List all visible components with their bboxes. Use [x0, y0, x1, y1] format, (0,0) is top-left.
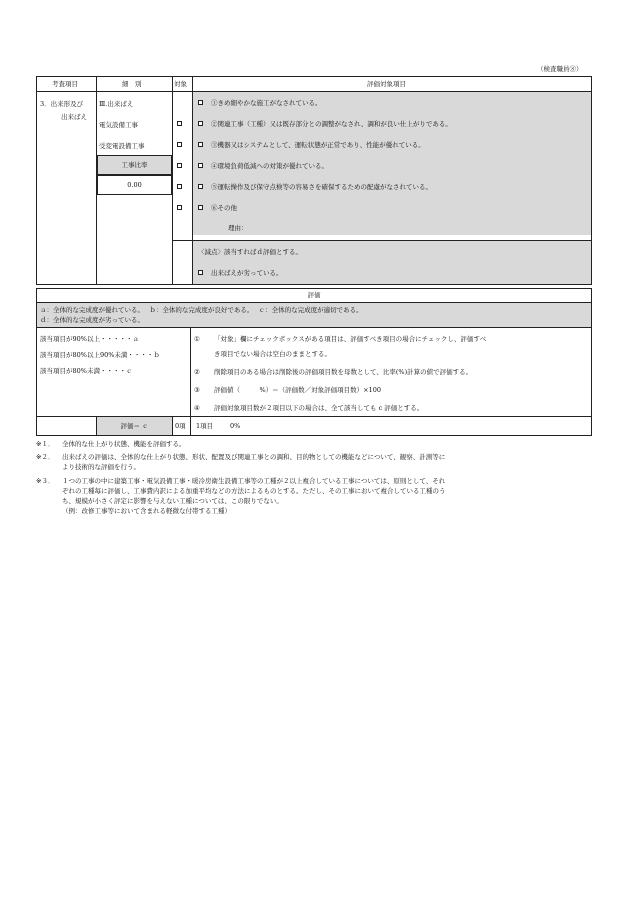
ratio-value: 0.00 — [127, 181, 142, 189]
result-count: 0項 — [175, 422, 186, 430]
footnote-1-line1: 全体的な仕上がり状態、機能を評価する。 — [62, 440, 186, 448]
footnote-3-line4: （例：改修工事等において含まれる軽微な付帯する工種） — [62, 507, 231, 515]
result-items: 1項目 — [196, 422, 214, 430]
target-checkbox-2[interactable] — [177, 121, 182, 126]
criteria-line1: ａ：全体的な完成度が優れている。 ｂ：全体的な完成度が良好である。 ｃ：全体的な完成度が適切である。 — [40, 306, 363, 314]
header-target: 対象 — [174, 80, 187, 88]
target-checkbox-3[interactable] — [177, 142, 182, 147]
item-checkbox-4[interactable] — [198, 163, 203, 168]
footnote-3-mark: ※３． — [36, 477, 55, 485]
category-line1: 3．出来形及び — [40, 100, 84, 108]
note-3-line1: 評価値（ %）＝（評価数／対象評価項目数）×100 — [214, 386, 382, 394]
footnote-3-line1: １つの工事の中に建築工事・電気設備工事・暖冷房衛生設備工事等の工種が２以上複合している工事については、原則として、それ — [62, 477, 446, 485]
threshold-a: 該当項目が90%以上・・・・・ａ — [40, 335, 139, 343]
header-eval-items: 評価対象項目 — [367, 80, 406, 88]
item-5: ⑤運転操作及び保守点検等の容易さを確保するための配慮がなされている。 — [211, 183, 432, 191]
threshold-b: 該当項目が80%以上90%未満・・・・ｂ — [40, 351, 160, 359]
subcat-2: 電気設備工事 — [99, 121, 138, 129]
deduct-item: 出来ばえが劣っている。 — [211, 269, 283, 277]
subcat-3: 受変電設備工事 — [99, 142, 145, 150]
note-4-num: ④ — [194, 404, 200, 412]
eval-title: 評価 — [307, 291, 321, 299]
target-checkbox-5[interactable] — [177, 184, 182, 189]
item-4: ④環境負荷低減への対策が優れている。 — [211, 162, 328, 170]
ratio-label: 工事比率 — [121, 161, 148, 169]
note-1-line1: 「対象」欄にチェックボックスがある項目は、評価すべき項目の場合にチェックし、評価すべ — [214, 335, 487, 343]
note-2-num: ② — [194, 368, 200, 376]
item-checkbox-3[interactable] — [198, 142, 203, 147]
header-item: 考査項目 — [52, 80, 78, 88]
subcat-1: Ⅲ.出来ばえ — [99, 100, 134, 108]
header-detail: 細 別 — [122, 80, 142, 88]
note-1-line2: き項目でない場合は空白のままとする。 — [214, 350, 331, 358]
item-6: ⑥その他 — [211, 204, 237, 212]
criteria-line2: ｄ：全体的な完成度が劣っている。 — [40, 316, 144, 324]
footnote-1-mark: ※１． — [36, 440, 55, 448]
item-2: ②関連工事（工種）又は既存部分との調整がなされ、調和が良い仕上がりである。 — [211, 120, 452, 128]
item-3: ③機器又はシステムとして、運転状態が正常であり、性能が優れている。 — [211, 141, 425, 149]
result-percent: 0% — [230, 422, 241, 430]
footnote-3-line3: ち、規模が小さく評定に影響を与えない工種については、この限りでない。 — [62, 497, 283, 505]
item-checkbox-5[interactable] — [198, 184, 203, 189]
result-label: 評価＝ ｃ — [120, 422, 149, 430]
note-3-num: ③ — [194, 386, 200, 394]
footnote-2-line1: 出来ばえの評価は、全体的な仕上がり状態、形状、配置及び関連工事との調和、目的物としての機能などについて、観察、計測等に — [62, 453, 446, 461]
item-checkbox-6[interactable] — [198, 205, 203, 210]
item-checkbox-2[interactable] — [198, 121, 203, 126]
threshold-c: 該当項目が80%未満・・・・ｃ — [40, 367, 133, 375]
footnote-2-line2: より技術的な評価を行う。 — [62, 463, 140, 471]
footnote-2-mark: ※２． — [36, 453, 55, 461]
note-2-line1: 削除項目のある場合は削除後の評価項目数を母数として、比率(%)計算の値で評価する。 — [214, 368, 473, 376]
deduct-checkbox[interactable] — [198, 270, 203, 275]
note-4-line1: 評価対象項目数が２項目以下の場合は、全て該当しても c 評価とする。 — [214, 404, 424, 412]
item-checkbox-1[interactable] — [198, 100, 203, 105]
item-1: ①きめ細やかな施工がなされている。 — [211, 99, 322, 107]
category-line2: 出来ばえ — [61, 113, 87, 121]
footnote-3-line2: ぞれの工種毎に評価し、工事費内訳による加重平均などの方法によるものとする。ただし、その工事において複合している工種のう — [62, 487, 446, 495]
deduct-title: 〈減点〉該当すればｄ評価とする。 — [198, 248, 302, 256]
inspector-label: （検査職員⑧） — [537, 65, 583, 73]
note-1-num: ① — [194, 335, 200, 343]
target-checkbox-4[interactable] — [177, 163, 182, 168]
target-checkbox-6[interactable] — [177, 205, 182, 210]
other-reason-label: 理由： — [228, 224, 248, 232]
